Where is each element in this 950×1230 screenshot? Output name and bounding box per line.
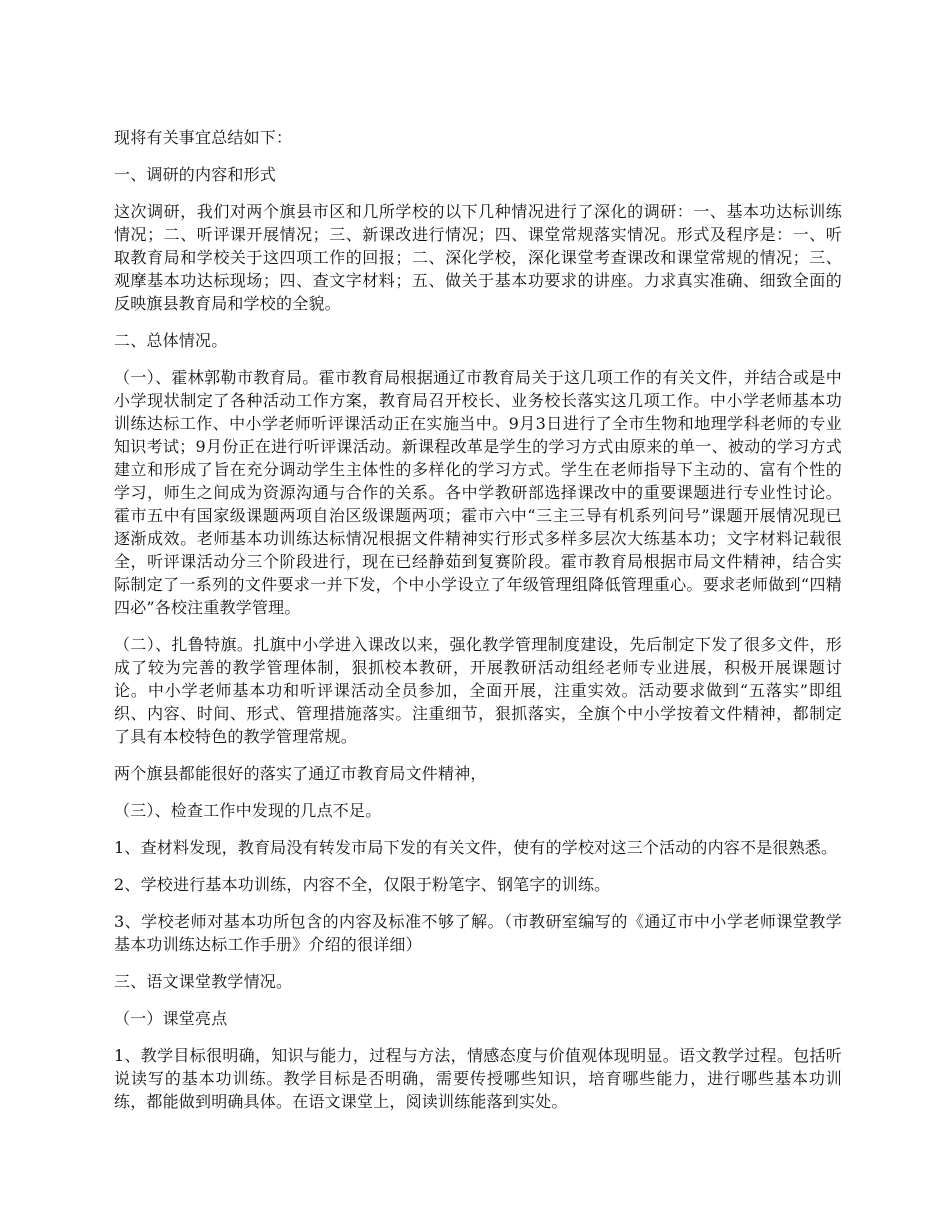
section-heading-overall: 二、总体情况。 [114, 331, 228, 350]
subheading-highlights: （一）课堂亮点 [114, 1009, 228, 1028]
list-item-shortcoming-2: 2、学校进行基本功训练，内容不全，仅限于粉笔字、钢笔字的训练。 [114, 875, 611, 894]
paragraph-zhalute: （二）、扎鲁特旗。扎旗中小学进入课改以来，强化教学管理制度建设，先后制定下发了很多文件，形成了较为完善的教学管理体制，狠抓校本教研，开展教研活动组经老师专业进展，积极开展课题讨论。中小学老师基本功和听评课活动全员参加，全面开展，注重实效。活动要求做到“五落实”即组织、内容、时间、形式、管理措施落实。注重细节，狠抓落实，全旗个中小学按着文件精神，都制定了具有本校特色的教学管理常规。 [114, 635, 842, 746]
paragraph-summary: 两个旗县都能很好的落实了通辽市教育局文件精神， [114, 764, 487, 783]
intro-line: 现将有关事宜总结如下： [114, 128, 293, 147]
subheading-shortcomings: （三）、检查工作中发现的几点不足。 [114, 801, 382, 820]
section-heading-research: 一、调研的内容和形式 [114, 165, 277, 184]
list-item-highlight-1: 1、教学目标很明确，知识与能力，过程与方法，情感态度与价值观体现明显。语文教学过程。包括听说读写的基本功训练。教学目标是否明确，需要传授哪些知识，培育哪些能力，进行哪些基本功训练，都能做到明确具体。在语文课堂上，阅读训练能落到实处。 [114, 1046, 842, 1111]
section-heading-chinese-class: 三、语文课堂教学情况。 [114, 972, 293, 991]
paragraph-research-content: 这次调研，我们对两个旗县市区和几所学校的以下几种情况进行了深化的调研：一、基本功达标训练情况；二、听评课开展情况；三、新课改进行情况；四、课堂常规落实情况。形式及程序是：一、听取教育局和学校关于这四项工作的回报；二、深化学校，深化课堂考查课改和课堂常规的情况；三、观摩基本功达标现场；四、查文字材料；五、做关于基本功要求的讲座。力求真实准确、细致全面的反映旗县教育局和学校的全貌。 [114, 202, 842, 313]
list-item-shortcoming-1: 1、查材料发现，教育局没有转发市局下发的有关文件，使有的学校对这三个活动的内容不是很熟悉。 [114, 838, 838, 857]
document-body [114, 126, 842, 1127]
list-item-shortcoming-3: 3、学校老师对基本功所包含的内容及标准不够了解。（市教研室编写的《通辽市中小学老师课堂教学基本功训练达标工作手册》介绍的很详细） [114, 912, 842, 954]
paragraph-huolinguole: （一）、霍林郭勒市教育局。霍市教育局根据通辽市教育局关于这几项工作的有关文件，并结合或是中小学现状制定了各种活动工作方案，教育局召开校长、业务校长落实这几项工作。中小学老师基本功训练达标工作、中小学老师听评课活动正在实施当中。9月3日进行了全市生物和地理学科老师的专业知识考试；9月份正在进行听评课活动。新课程改革是学生的学习方式由原来的单一、被动的学习方式建立和形成了旨在充分调动学生主体性的多样化的学习方式。学生在老师指导下主动的、富有个性的学习，师生之间成为资源沟通与合作的关系。各中学教研部选择课改中的重要课题进行专业性讨论。霍市五中有国家级课题两项自治区级课题两项；霍市六中“三主三导有机系列问号”课题开展情况现已逐渐成效。老师基本功训练达标情况根据文件精神实行形式多样多层次大练基本功；文字材料记载很全，听评课活动分三个阶段进行，现在已经静茹到复赛阶段。霍市教育局根据市局文件精神，结合实际制定了一系列的文件要求一并下发，个中小学设立了年级管理组降低管理重心。要求老师做到“四精四必”各校注重教学管理。 [114, 368, 842, 617]
